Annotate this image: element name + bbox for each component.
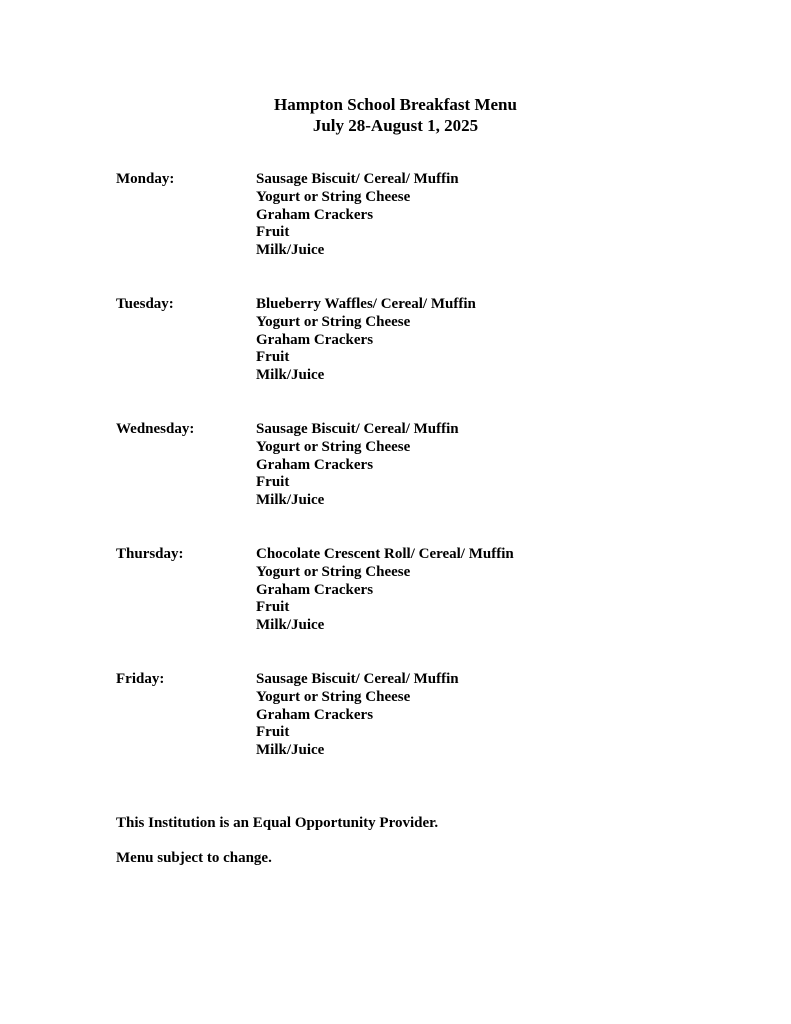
menu-items — [256, 546, 514, 635]
menu-item: Milk/Juice — [256, 492, 325, 509]
day-label: Wednesday: — [116, 421, 195, 437]
menu-item: Yogurt or String Cheese — [256, 688, 411, 705]
day-label: Thursday: — [116, 546, 184, 562]
menu-item: Graham Crackers — [256, 706, 374, 723]
menu-item: Fruit — [256, 224, 290, 241]
menu-item: Graham Crackers — [256, 331, 374, 348]
menu-item: Graham Crackers — [256, 581, 374, 598]
menu-item: Yogurt or String Cheese — [256, 563, 411, 580]
menu-item: Yogurt or String Cheese — [256, 188, 411, 205]
menu-item: Sausage Biscuit/ Cereal/ Muffin — [256, 171, 459, 187]
equal-opportunity-statement: This Institution is an Equal Opportunity Provider. — [116, 815, 439, 831]
day-label: Friday: — [116, 671, 165, 687]
menu-item: Sausage Biscuit/ Cereal/ Muffin — [256, 671, 459, 687]
page-title: Hampton School Breakfast Menu — [274, 95, 517, 114]
menu-item: Milk/Juice — [256, 617, 325, 634]
menu-item: Fruit — [256, 474, 290, 491]
menu-item: Sausage Biscuit/ Cereal/ Muffin — [256, 421, 459, 437]
menu-item: Milk/Juice — [256, 242, 325, 259]
menu-item: Graham Crackers — [256, 456, 374, 473]
menu-items — [256, 671, 459, 760]
day-label: Monday: — [116, 171, 175, 187]
menu-items — [256, 296, 476, 385]
menu-item: Fruit — [256, 349, 290, 366]
date-range: July 28-August 1, 2025 — [312, 116, 479, 135]
menu-item: Fruit — [256, 724, 290, 741]
menu-header — [0, 94, 791, 136]
menu-item: Fruit — [256, 599, 290, 616]
menu-item: Graham Crackers — [256, 206, 374, 223]
menu-item: Chocolate Crescent Roll/ Cereal/ Muffin — [256, 546, 514, 562]
menu-items — [256, 421, 459, 510]
menu-item: Milk/Juice — [256, 742, 325, 759]
menu-items — [256, 171, 459, 260]
menu-disclaimer: Menu subject to change. — [116, 850, 272, 866]
menu-item: Yogurt or String Cheese — [256, 438, 411, 455]
menu-item: Milk/Juice — [256, 367, 325, 384]
menu-item: Yogurt or String Cheese — [256, 313, 411, 330]
day-label: Tuesday: — [116, 296, 174, 312]
menu-item: Blueberry Waffles/ Cereal/ Muffin — [256, 296, 476, 312]
